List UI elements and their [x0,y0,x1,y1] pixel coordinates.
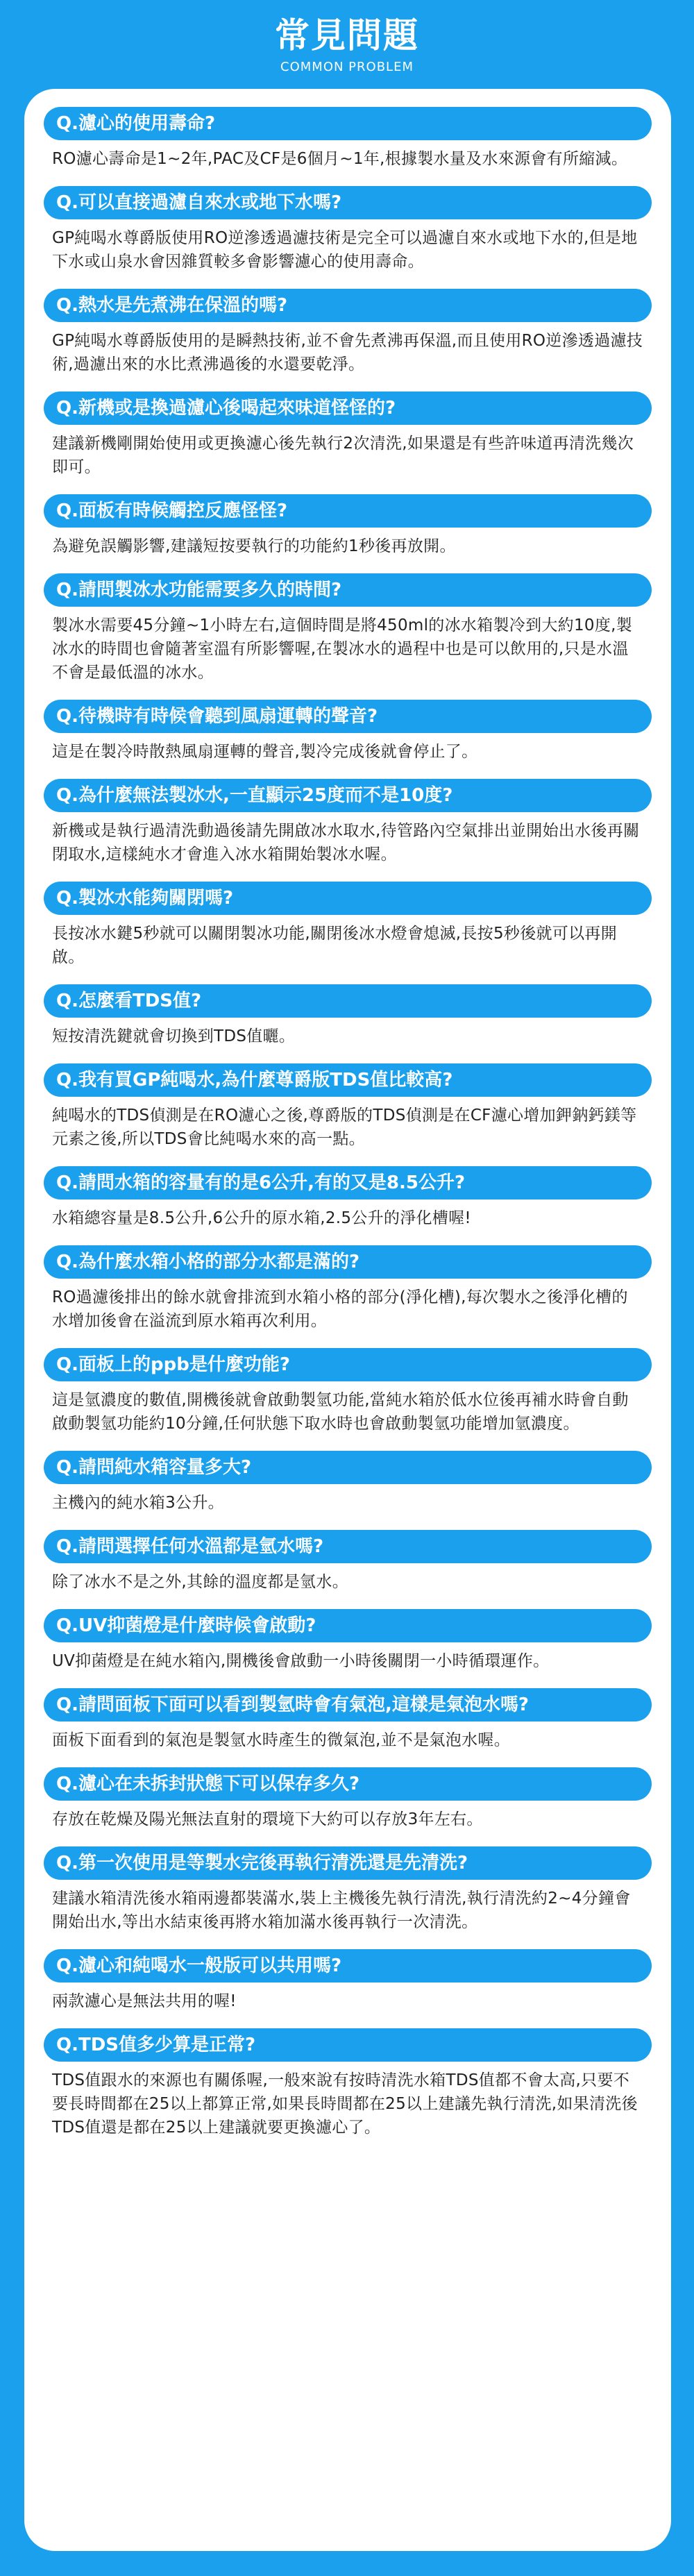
faq-question: Q.為什麼無法製冰水,一直顯示25度而不是10度? [44,779,652,812]
page-header [0,0,694,87]
faq-answer: 水箱總容量是8.5公升,6公升的原水箱,2.5公升的淨化槽喔! [52,1209,471,1227]
faq-item [44,573,652,689]
faq-item [44,779,652,870]
faq-answer: 面板下面看到的氣泡是製氫水時產生的微氣泡,並不是氣泡水喔。 [52,1731,511,1749]
faq-question: Q.怎麼看TDS值? [44,984,652,1018]
faq-answer: 兩款濾心是無法共用的喔! [52,1992,237,2010]
faq-question: Q.新機或是換過濾心後喝起來味道怪怪的? [44,392,652,425]
faq-item [44,1846,652,1938]
faq-panel [24,89,671,2551]
page-title: 常見問題 [275,15,419,56]
faq-question: Q.為什麼水箱小格的部分水都是滿的? [44,1245,652,1279]
faq-answer: GP純喝水尊爵版使用的是瞬熱技術,並不會先煮沸再保溫,而且使用RO逆滲透過濾技術,過濾出來的水比煮沸過後的水還要乾淨。 [52,332,643,373]
faq-item [44,1245,652,1337]
faq-answer: 新機或是執行過清洗動過後請先開啟冰水取水,待管路內空氣排出並開始出水後再關閉取水,這樣純水才會進入冰水箱開始製冰水喔。 [52,822,640,864]
faq-item [44,1609,652,1677]
faq-answer: 純喝水的TDS偵測是在RO濾心之後,尊爵版的TDS偵測是在CF濾心增加鉀鈉鈣鎂等元素之後,所以TDS會比純喝水來的高一點。 [52,1106,637,1148]
faq-question: Q.TDS值多少算是正常? [44,2028,652,2062]
faq-answer: 除了冰水不是之外,其餘的溫度都是氫水。 [52,1573,349,1591]
faq-answer: 建議水箱清洗後水箱兩邊都裝滿水,裝上主機後先執行清洗,執行清洗約2~4分鐘會開始出水,等出水結束後再將水箱加滿水後再執行一次清洗。 [52,1889,631,1931]
faq-item [44,700,652,768]
faq-answer: 長按冰水鍵5秒就可以關閉製冰功能,關閉後冰水燈會熄滅,長按5秒後就可以再開啟。 [52,925,617,966]
faq-item [44,1166,652,1234]
faq-answer: RO過濾後排出的餘水就會排流到水箱小格的部分(淨化槽),每次製水之後淨化槽的水增加後會在溢流到原水箱再次利用。 [52,1288,628,1330]
faq-item [44,2028,652,2144]
faq-question: Q.待機時有時候會聽到風扇運轉的聲音? [44,700,652,733]
faq-question: Q.請問面板下面可以看到製氫時會有氣泡,這樣是氣泡水嗎? [44,1688,652,1721]
faq-item [44,1348,652,1440]
page-subtitle: COMMON PROBLEM [280,60,414,74]
faq-question: Q.第一次使用是等製水完後再執行清洗還是先清洗? [44,1846,652,1880]
faq-item [44,107,652,175]
faq-question: Q.濾心和純喝水一般版可以共用嗎? [44,1949,652,1982]
faq-answer: 為避免誤觸影響,建議短按要執行的功能約1秒後再放開。 [52,537,456,555]
faq-question: Q.可以直接過濾自來水或地下水嗎? [44,186,652,219]
faq-answer: 主機內的純水箱3公升。 [52,1494,224,1512]
faq-question: Q.面板有時候觸控反應怪怪? [44,494,652,528]
faq-item [44,1063,652,1155]
faq-answer: UV抑菌燈是在純水箱內,開機後會啟動一小時後關閉一小時循環運作。 [52,1652,550,1670]
faq-item [44,1688,652,1756]
faq-question: Q.我有買GP純喝水,為什麼尊爵版TDS值比較高? [44,1063,652,1097]
faq-question: Q.請問水箱的容量有的是6公升,有的又是8.5公升? [44,1166,652,1199]
faq-item [44,1451,652,1519]
faq-question: Q.請問純水箱容量多大? [44,1451,652,1484]
faq-question: Q.製冰水能夠關閉嗎? [44,882,652,915]
faq-item [44,392,652,483]
faq-question: Q.熱水是先煮沸在保溫的嗎? [44,289,652,322]
faq-answer: 這是在製冷時散熱風扇運轉的聲音,製冷完成後就會停止了。 [52,743,478,761]
faq-question: Q.請問製冰水功能需要多久的時間? [44,573,652,607]
faq-item [44,494,652,562]
faq-item [44,1767,652,1835]
faq-answer: RO濾心壽命是1~2年,PAC及CF是6個月~1年,根據製水量及水來源會有所縮減。 [52,150,628,168]
faq-question: Q.濾心的使用壽命? [44,107,652,140]
faq-question: Q.面板上的ppb是什麼功能? [44,1348,652,1381]
faq-answer: 建議新機剛開始使用或更換濾心後先執行2次清洗,如果還是有些許味道再清洗幾次即可。 [52,435,634,476]
faq-item [44,882,652,973]
faq-item [44,1530,652,1598]
faq-answer: TDS值跟水的來源也有關係喔,一般來說有按時清洗水箱TDS值都不會太高,只要不要長時間都在25以上都算正常,如果長時間都在25以上建議先執行清洗,如果清洗後TDS值還是都在25以上建議就要更換濾心了。 [52,2071,638,2137]
faq-list [44,107,652,2155]
faq-question: Q.UV抑菌燈是什麼時候會啟動? [44,1609,652,1642]
faq-item [44,984,652,1052]
faq-question: Q.請問選擇任何水溫都是氫水嗎? [44,1530,652,1563]
faq-answer: GP純喝水尊爵版使用RO逆滲透過濾技術是完全可以過濾自來水或地下水的,但是地下水或山泉水會因雜質較多會影響濾心的使用壽命。 [52,229,638,271]
faq-question: Q.濾心在未拆封狀態下可以保存多久? [44,1767,652,1801]
faq-item [44,289,652,380]
faq-answer: 存放在乾燥及陽光無法直射的環境下大約可以存放3年左右。 [52,1810,483,1828]
faq-item [44,186,652,278]
faq-answer: 這是氫濃度的數值,開機後就會啟動製氫功能,當純水箱於低水位後再補水時會自動啟動製氫功能約10分鐘,任何狀態下取水時也會啟動製氫功能增加氫濃度。 [52,1391,629,1433]
faq-item [44,1949,652,2017]
faq-answer: 短按清洗鍵就會切換到TDS值曬。 [52,1027,296,1045]
faq-answer: 製冰水需要45分鐘~1小時左右,這個時間是將450ml的冰水箱製冷到大約10度,製冰水的時間也會隨著室溫有所影響喔,在製冰水的過程中也是可以飲用的,只是水溫不會是最低溫的冰水。 [52,616,633,682]
